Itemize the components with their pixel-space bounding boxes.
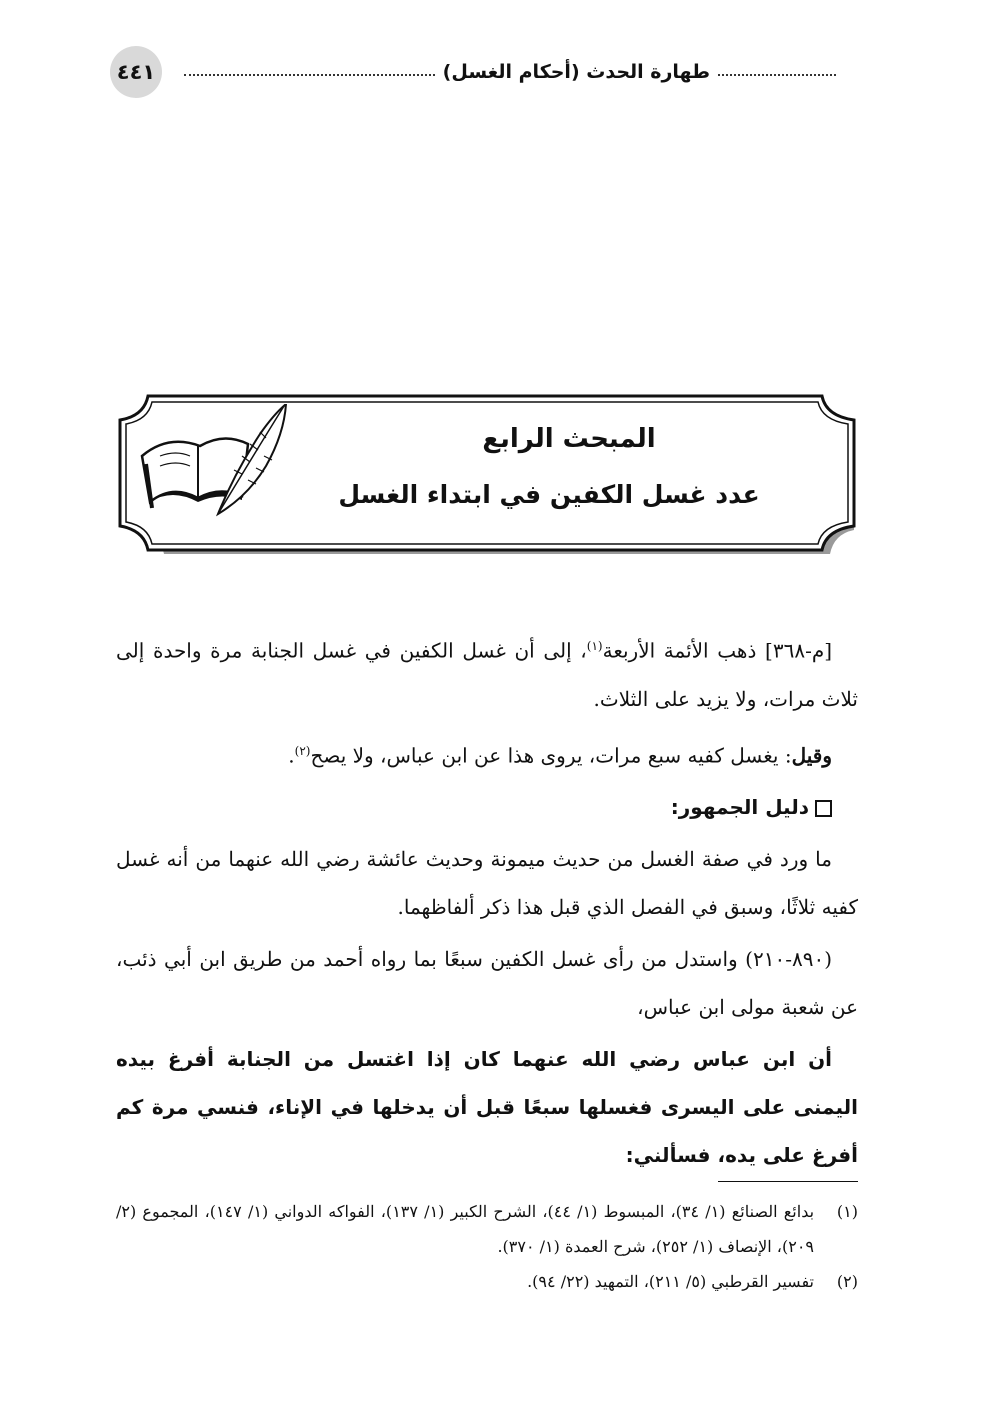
- footnote-separator: [718, 1181, 858, 1182]
- main-text: [116, 622, 858, 1179]
- evidence-heading-line: [116, 783, 858, 831]
- footnote-ref-2[interactable]: (٢): [294, 743, 311, 758]
- footnote-1: [116, 1194, 858, 1264]
- book-quill-icon: [138, 404, 288, 524]
- running-header: [176, 52, 844, 92]
- footnote-1-number: (١): [836, 1202, 858, 1221]
- checkbox-icon: [815, 800, 832, 817]
- section-subheading: عدد غسل الكفين في ابتداء الغسل: [338, 480, 760, 509]
- evidence-heading: دليل الجمهور:: [670, 795, 809, 820]
- paragraph-2: [116, 727, 858, 780]
- paragraph-2-end: .: [288, 743, 295, 768]
- hadith-text: أن ابن عباس رضي الله عنهما كان إذا اغتسل من الجنابة أفرغ بيده اليمنى على اليسرى فغسلها سبعًا قبل أن يدخلها في الإناء، فنسي مرة كم أفرغ على يده، فسألني:: [116, 1047, 858, 1168]
- footnote-2: [116, 1264, 858, 1299]
- footnote-2-text: تفسير القرطبي (٥/ ٢١١)، التمهيد (٢٢/ ٩٤).: [527, 1272, 814, 1291]
- section-heading: المبحث الرابع: [482, 424, 656, 454]
- running-title: طهارة الحدث (أحكام الغسل): [442, 61, 710, 83]
- footnotes: [116, 1194, 858, 1299]
- paragraph-1-text-b: ، إلى أن غسل الكفين في غسل الجنابة مرة واحدة إلى ثلاث مرات، ولا يزيد على الثلاث.: [116, 638, 858, 711]
- qila-label: وقيل: [791, 743, 832, 768]
- paragraph-2-text: : يغسل كفيه سبع مرات، يروى هذا عن ابن عباس، ولا يصح: [310, 743, 792, 768]
- section-title-frame: [118, 394, 860, 552]
- footnote-ref-1[interactable]: (١): [586, 639, 603, 653]
- page-number: ٤٤١: [110, 46, 162, 98]
- header-dots-right: [718, 74, 836, 76]
- paragraph-1-text-a: ذهب الأئمة الأربعة: [602, 638, 757, 663]
- paragraph-1: [116, 622, 858, 723]
- paragraph-3: ما ورد في صفة الغسل من حديث ميمونة وحديث عائشة رضي الله عنهما من أنه غسل كفيه ثلاثًا، وسبق في الفصل الذي قبل هذا ذكر ألفاظهما.: [116, 847, 858, 920]
- footnote-2-number: (٢): [836, 1272, 858, 1291]
- footnote-1-text: بدائع الصنائع (١/ ٣٤)، المبسوط (١/ ٤٤)، الشرح الكبير (١/ ١٣٧)، الفواكه الدواني (١/ ١٤٧)، المجموع (٢/ ٢٠٩)، الإنصاف (١/ ٢٥٢)، شرح العمدة (١/ ٣٧٠).: [116, 1202, 815, 1256]
- masala-reference: [م-٣٦٨]: [765, 638, 833, 663]
- header-dots-left: [184, 74, 435, 76]
- paragraph-4: (٨٩٠-٢١٠) واستدل من رأى غسل الكفين سبعًا بما رواه أحمد من طريق ابن أبي ذئب، عن شعبة مولى ابن عباس،: [116, 947, 858, 1020]
